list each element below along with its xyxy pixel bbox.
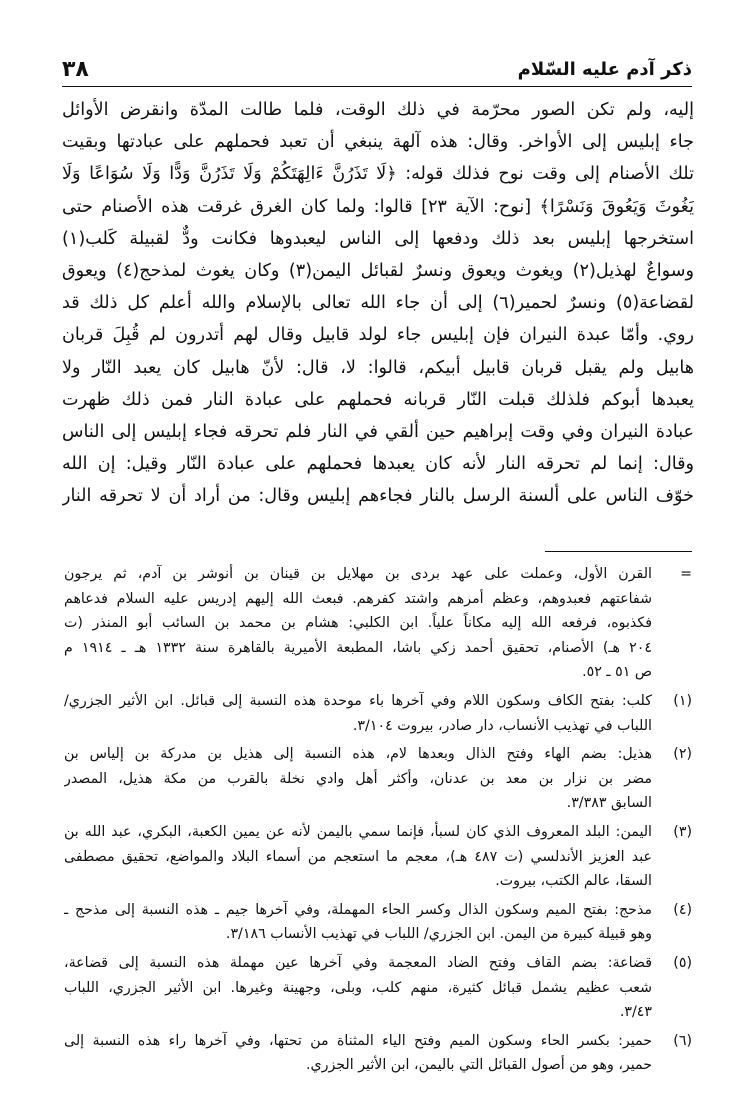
body-line: يَغُوثَ وَيَعُوقَ وَنَسْرًا﴾ [نوح: الآية ٢٣] قالوا: ولما كان الغرق غرقت هذه الأصنام حتى — [62, 196, 694, 217]
footnote-marker: (٣) — [673, 823, 692, 840]
footnote-marker: = — [680, 566, 692, 582]
footnote — [64, 820, 694, 894]
footnote-marker: (٦) — [673, 1032, 692, 1049]
footnote-line: حمير، وهو من أصول القبائل التي باليمن، ابن الأثير الجزري. — [305, 1057, 652, 1074]
footnote-line: كلب: بفتح الكاف وسكون اللام وفي آخرها باء موحدة هذه النسبة إلى قبائل. ابن الأثير الجزري/ — [64, 692, 652, 709]
footnote — [64, 951, 694, 1025]
footnote-line: هذيل: بضم الهاء وفتح الذال وبعدها لام، هذه النسبة إلى هذيل بن مدركة بن إلياس بن — [64, 746, 652, 763]
footnote — [64, 689, 694, 738]
running-header — [62, 52, 692, 87]
footnote-text — [64, 562, 652, 685]
footnote-marker: (٤) — [673, 901, 692, 918]
footnote-text — [64, 898, 652, 947]
footnote-line: وهو قبيلة كبيرة من اليمن. ابن الجزري/ اللباب في تهذيب الأنساب ٣/١٨٦. — [225, 926, 652, 943]
body-line: جاء إبليس إلى الأواخر. وقال: هذه آلهة ينبغي أن تعبد فحملهم على عبادتها وبقيت — [62, 132, 694, 153]
footnote-line: السابق ٣/٣٨٣. — [566, 795, 652, 812]
footnote-marker: (٢) — [673, 746, 692, 763]
footnote-separator — [545, 551, 692, 552]
footnote-line: فكذبوه، فرفعه الله إليه مكاناً علياً. ابن الكلبي: هشام بن محمد بن السائب أبو المنذر (ت — [64, 615, 652, 632]
footnotes — [64, 562, 694, 1082]
page-number: ٣٨ — [62, 56, 89, 82]
footnote-line: اليمن: البلد المعروف الذي كان لسبأ، فإنما سمي باليمن لأنه عن يمين الكعبة، البكري، عبد الله بن — [64, 823, 652, 840]
footnote-marker: (١) — [673, 692, 692, 709]
footnote-text — [64, 951, 652, 1025]
footnote-line: السقا، عالم الكتب، بيروت. — [495, 873, 652, 890]
body-line: تلك الأصنام إلى وقت نوح فذلك قوله: ﴿لَا تَذَرُنَّ ءَالِهَتَكُمْ وَلَا تَذَرُنَّ وَدًّا وَلَا سُوَاعًا وَلَا — [62, 164, 694, 185]
footnote-line: مضر بن نزار بن معد بن عدنان، وأكثر أهل وادي نخلة بالقرب من مكة هذيل، المصدر — [64, 770, 652, 787]
footnote-line: عبد العزيز الأندلسي (ت ٤٨٧ هـ)، معجم ما استعجم من أسماء البلاد والمواضع، تحقيق مصطفى — [64, 848, 652, 865]
footnote — [64, 742, 694, 816]
body-line: وسواعٌ لهذيل(٢) ويغوث ويعوق ونسرٌ لقبائل اليمن(٣) وكان يغوث لمذحج(٤) ويعوق — [62, 261, 694, 282]
body-line: إليه، ولم تكن الصور محرّمة في ذلك الوقت، فلما طالت المدّة وانقرض الأوائل — [62, 100, 694, 120]
footnote-line: القرن الأول، وعملت على عهد بردى بن مهلايل بن قينان بن أنوشر بن آدم، ثم يرجون — [64, 566, 652, 582]
footnote-marker: (٥) — [673, 954, 692, 971]
body-line: عبادة النيران وفي وقت إبراهيم حين ألقي في النار فلم تحرقه فجاء إبليس إلى الناس — [62, 422, 694, 443]
footnote-line: ٢٠٤ هـ) الأصنام، تحقيق أحمد زكي باشا، المطبعة الأميرية بالقاهرة سنة ١٣٣٢ هـ ـ ١٩١٤ م — [64, 639, 652, 656]
body-line: خوّف الناس على ألسنة الرسل بالنار فجاءهم إبليس وقال: من أراد أن لا تحرقه النار — [62, 486, 694, 507]
footnote-line: قضاعة: بضم القاف وفتح الضاد المعجمة وفي آخرها عين مهملة هذه النسبة إلى قضاعة، — [64, 954, 652, 971]
footnote-line: ٣/٤٣. — [619, 1004, 652, 1021]
footnote-line: شفاعتهم فعبدوهم، وعظم أمرهم واشتد كفرهم. فبعث الله إليهم إدريس عليه السلام فدعاهم — [64, 590, 652, 607]
footnote-text — [64, 742, 652, 816]
footnote-text — [64, 689, 652, 738]
footnote — [64, 898, 694, 947]
page-title: ذكر آدم عليه السّلام — [517, 58, 692, 80]
main-text — [62, 94, 694, 513]
body-line: روي. وأمّا عبدة النيران فإن إبليس جاء لولد قابيل وقال لهم أتدرون لم قُبِلَ قربان — [62, 325, 694, 346]
footnote-line: اللباب في تهذيب الأنساب، دار صادر، بيروت ٣/١٠٤. — [352, 717, 652, 734]
body-line: لقضاعة(٥) ونسرٌ لحمير(٦) إلى أن جاء الله تعالى بالإسلام والله أعلم كل ذلك قد — [62, 293, 694, 314]
footnote-line: مذحج: بفتح الميم وسكون الذال وكسر الحاء المهملة، وفي آخرها جيم ـ هذه النسبة إلى مذحج ـ — [64, 901, 652, 918]
footnote-line: ص ٥١ ـ ٥٢. — [582, 664, 652, 681]
footnote-line: شعب عظيم يشمل قبائل كثيرة، منهم كلب، وبلى، وجهينة وغيرها. ابن الأثير الجزري، اللباب — [64, 979, 652, 996]
body-line: وقال: إنما لم تحرقه النار لأنه كان يعبدها فحملهم على عبادة النّار وقيل: إن الله — [62, 454, 694, 475]
body-line: هابيل ولم يقبل قربان قابيل أبيكم، قالوا: لا، قال: لأنّ هابيل كان يعبد النّار ولا — [62, 357, 694, 378]
footnote — [64, 1029, 694, 1078]
footnote-text — [64, 1029, 652, 1078]
body-line: استخرجها إبليس بعد ذلك ودفعها إلى الناس ليعبدوها فكانت ودٌّ لقبيلة كَلب(١) — [62, 228, 694, 249]
footnote-line: حمير: بكسر الحاء وسكون الميم وفتح الياء المثناة من تحتها، وفي آخرها راء هذه النسبة إلى — [64, 1032, 652, 1049]
body-line: يعبدها أبوكم فلذلك قبلت النّار قربانه فحملهم على عبادة النار فمن ذلك ظهرت — [62, 389, 694, 410]
footnote-text — [64, 820, 652, 894]
footnote — [64, 562, 694, 685]
